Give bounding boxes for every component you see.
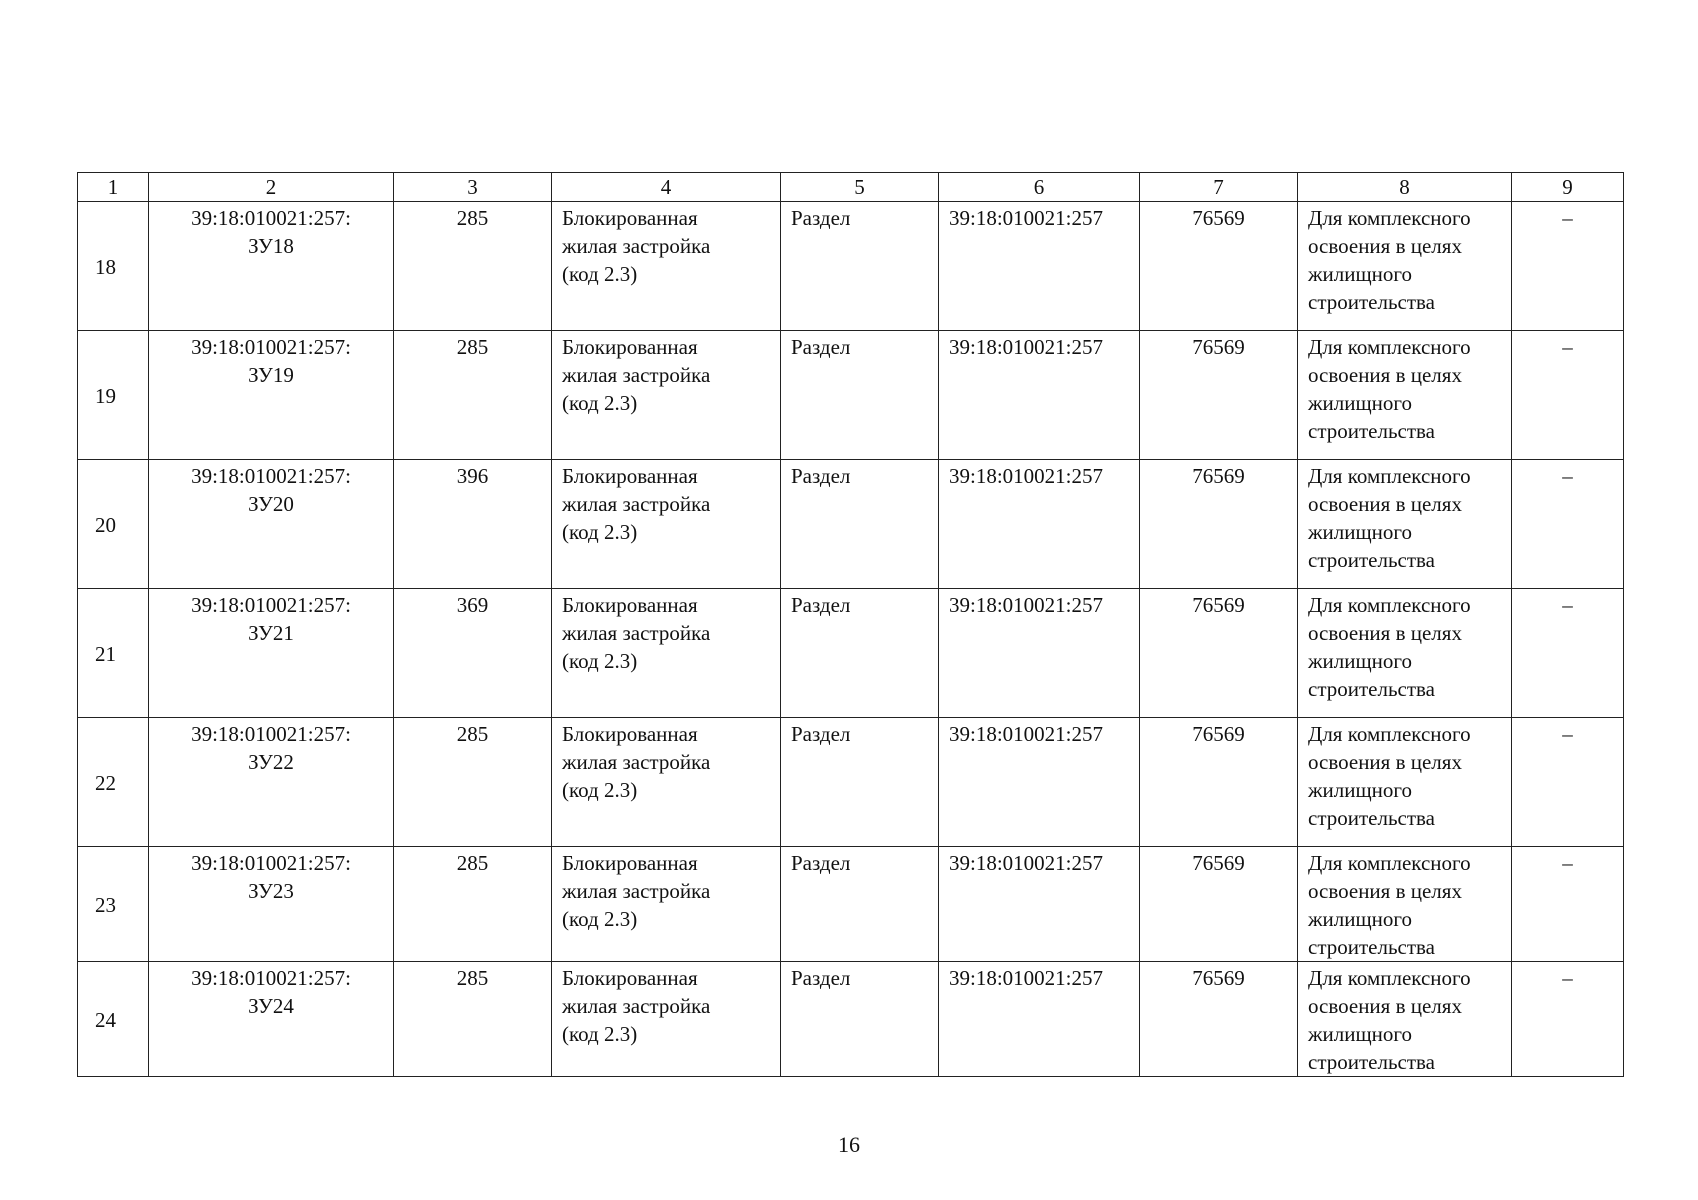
parent-area-value: 76569 [1192,966,1245,990]
purpose-line-1: Для комплексного [1308,966,1471,990]
plot-id-line-1: 39:18:010021:257: [191,335,351,359]
parent-area-cell [1140,847,1298,962]
area-value: 285 [456,966,489,990]
land-use-line-2: жилая застройка [562,492,711,516]
land-use-line-3: (код 2.3) [562,1022,638,1046]
land-use-line-2: жилая застройка [562,879,711,903]
note-dash: – [1562,966,1573,990]
plot-id-line-2: ЗУ22 [248,750,294,774]
area-value: 369 [456,593,489,617]
parent-area-value: 76569 [1192,851,1245,875]
formation-type-cell [781,847,939,962]
note-cell [1512,460,1624,589]
column-number-2: 2 [149,173,394,202]
area-value: 285 [456,206,489,230]
purpose-cell [1298,718,1512,847]
purpose-line-1: Для комплексного [1308,722,1471,746]
land-use-line-3: (код 2.3) [562,649,638,673]
plot-id-cell [149,962,394,1077]
purpose-cell [1298,202,1512,331]
land-use-cell [552,589,781,718]
parent-area-cell [1140,331,1298,460]
column-number-4: 4 [552,173,781,202]
row-number: 21 [95,642,116,666]
plot-id-cell [149,847,394,962]
area-value: 285 [456,335,489,359]
parent-plot-id: 39:18:010021:257 [949,206,1104,230]
purpose-line-3: жилищного [1308,520,1412,544]
row-number-cell [78,460,149,589]
area-cell [394,718,552,847]
formation-type: Раздел [791,206,851,230]
land-use-line-3: (код 2.3) [562,520,638,544]
note-dash: – [1562,464,1573,488]
purpose-line-2: освоения в целях [1308,621,1462,645]
formation-type: Раздел [791,722,851,746]
parent-area-value: 76569 [1192,335,1245,359]
parent-area-value: 76569 [1192,464,1245,488]
purpose-line-4: строительства [1308,677,1436,701]
plot-id-cell [149,718,394,847]
land-use-line-1: Блокированная [562,464,698,488]
plot-id-line-1: 39:18:010021:257: [191,206,351,230]
parent-area-value: 76569 [1192,206,1245,230]
purpose-line-4: строительства [1308,290,1436,314]
plot-id-line-1: 39:18:010021:257: [191,966,351,990]
table-row [78,589,1624,718]
land-use-line-2: жилая застройка [562,994,711,1018]
plot-id-cell [149,460,394,589]
row-number: 24 [95,1008,116,1032]
land-use-line-3: (код 2.3) [562,778,638,802]
table-row [78,460,1624,589]
parent-plot-cell [939,460,1140,589]
purpose-cell [1298,331,1512,460]
purpose-line-1: Для комплексного [1308,464,1471,488]
row-number-cell [78,202,149,331]
formation-type-cell [781,589,939,718]
plot-id-line-1: 39:18:010021:257: [191,722,351,746]
area-value: 396 [456,464,489,488]
plot-id-line-2: ЗУ20 [248,492,294,516]
land-use-line-1: Блокированная [562,966,698,990]
plot-id-line-2: ЗУ21 [248,621,294,645]
table-row [78,847,1624,962]
column-number-6: 6 [939,173,1140,202]
land-use-line-3: (код 2.3) [562,391,638,415]
plot-id-line-2: ЗУ18 [248,234,294,258]
area-cell [394,331,552,460]
formation-type-cell [781,460,939,589]
row-number: 22 [95,771,116,795]
purpose-cell [1298,460,1512,589]
plot-id-line-2: ЗУ23 [248,879,294,903]
parent-area-cell [1140,718,1298,847]
formation-type-cell [781,202,939,331]
plot-id-cell [149,331,394,460]
parent-plot-id: 39:18:010021:257 [949,851,1104,875]
note-cell [1512,718,1624,847]
table-row [78,962,1624,1077]
purpose-line-1: Для комплексного [1308,851,1471,875]
parent-plot-cell [939,202,1140,331]
land-use-line-1: Блокированная [562,335,698,359]
parent-area-value: 76569 [1192,593,1245,617]
land-use-line-1: Блокированная [562,206,698,230]
row-number-cell [78,847,149,962]
area-value: 285 [456,722,489,746]
area-cell [394,847,552,962]
land-use-cell [552,202,781,331]
land-use-line-2: жилая застройка [562,750,711,774]
plot-id-cell [149,202,394,331]
column-number-7: 7 [1140,173,1298,202]
note-dash: – [1562,335,1573,359]
area-value: 285 [456,851,489,875]
parent-plot-cell [939,847,1140,962]
parent-plot-cell [939,718,1140,847]
purpose-line-3: жилищного [1308,907,1412,931]
purpose-line-4: строительства [1308,419,1436,443]
purpose-line-2: освоения в целях [1308,994,1462,1018]
note-dash: – [1562,851,1573,875]
purpose-line-2: освоения в целях [1308,492,1462,516]
plot-id-line-1: 39:18:010021:257: [191,464,351,488]
formation-type-cell [781,718,939,847]
parent-plot-id: 39:18:010021:257 [949,722,1104,746]
purpose-line-4: строительства [1308,935,1436,959]
purpose-line-4: строительства [1308,548,1436,572]
land-use-line-2: жилая застройка [562,363,711,387]
column-number-9: 9 [1512,173,1624,202]
purpose-line-4: строительства [1308,806,1436,830]
purpose-line-3: жилищного [1308,1022,1412,1046]
column-number-8: 8 [1298,173,1512,202]
parent-plot-id: 39:18:010021:257 [949,966,1104,990]
land-use-line-1: Блокированная [562,722,698,746]
note-dash: – [1562,722,1573,746]
land-use-line-3: (код 2.3) [562,907,638,931]
purpose-line-3: жилищного [1308,778,1412,802]
land-use-line-2: жилая застройка [562,234,711,258]
purpose-cell [1298,962,1512,1077]
formation-type: Раздел [791,335,851,359]
purpose-line-2: освоения в целях [1308,363,1462,387]
purpose-line-4: строительства [1308,1050,1436,1074]
formation-type: Раздел [791,593,851,617]
area-cell [394,962,552,1077]
land-use-cell [552,331,781,460]
land-plots-table [77,172,1624,1077]
land-use-cell [552,460,781,589]
land-use-line-2: жилая застройка [562,621,711,645]
plot-id-cell [149,589,394,718]
table-header-row [78,173,1624,202]
purpose-line-3: жилищного [1308,391,1412,415]
purpose-line-1: Для комплексного [1308,593,1471,617]
purpose-cell [1298,589,1512,718]
parent-plot-id: 39:18:010021:257 [949,464,1104,488]
formation-type: Раздел [791,966,851,990]
column-number-3: 3 [394,173,552,202]
row-number: 23 [95,893,116,917]
note-cell [1512,331,1624,460]
plot-id-line-1: 39:18:010021:257: [191,851,351,875]
land-use-line-3: (код 2.3) [562,262,638,286]
purpose-line-1: Для комплексного [1308,206,1471,230]
table-row [78,331,1624,460]
purpose-line-2: освоения в целях [1308,234,1462,258]
parent-area-cell [1140,460,1298,589]
land-use-line-1: Блокированная [562,593,698,617]
plot-id-line-2: ЗУ19 [248,363,294,387]
parent-area-cell [1140,962,1298,1077]
formation-type-cell [781,331,939,460]
row-number-cell [78,589,149,718]
purpose-line-3: жилищного [1308,262,1412,286]
parent-area-cell [1140,589,1298,718]
land-use-cell [552,847,781,962]
row-number-cell [78,962,149,1077]
note-dash: – [1562,593,1573,617]
land-use-cell [552,718,781,847]
purpose-cell [1298,847,1512,962]
column-number-1: 1 [78,173,149,202]
land-use-cell [552,962,781,1077]
column-number-5: 5 [781,173,939,202]
parent-plot-id: 39:18:010021:257 [949,335,1104,359]
note-cell [1512,962,1624,1077]
parent-plot-cell [939,331,1140,460]
table-row [78,202,1624,331]
row-number: 18 [95,255,116,279]
parent-area-cell [1140,202,1298,331]
formation-type: Раздел [791,851,851,875]
table-row [78,718,1624,847]
purpose-line-3: жилищного [1308,649,1412,673]
formation-type-cell [781,962,939,1077]
note-cell [1512,202,1624,331]
parent-plot-cell [939,589,1140,718]
land-use-line-1: Блокированная [562,851,698,875]
plot-id-line-2: ЗУ24 [248,994,294,1018]
parent-plot-cell [939,962,1140,1077]
row-number: 20 [95,513,116,537]
formation-type: Раздел [791,464,851,488]
purpose-line-2: освоения в целях [1308,879,1462,903]
note-dash: – [1562,206,1573,230]
plot-id-line-1: 39:18:010021:257: [191,593,351,617]
row-number-cell [78,331,149,460]
purpose-line-2: освоения в целях [1308,750,1462,774]
note-cell [1512,847,1624,962]
area-cell [394,202,552,331]
parent-plot-id: 39:18:010021:257 [949,593,1104,617]
page-number: 16 [838,1132,860,1157]
note-cell [1512,589,1624,718]
row-number: 19 [95,384,116,408]
purpose-line-1: Для комплексного [1308,335,1471,359]
row-number-cell [78,718,149,847]
area-cell [394,460,552,589]
parent-area-value: 76569 [1192,722,1245,746]
area-cell [394,589,552,718]
